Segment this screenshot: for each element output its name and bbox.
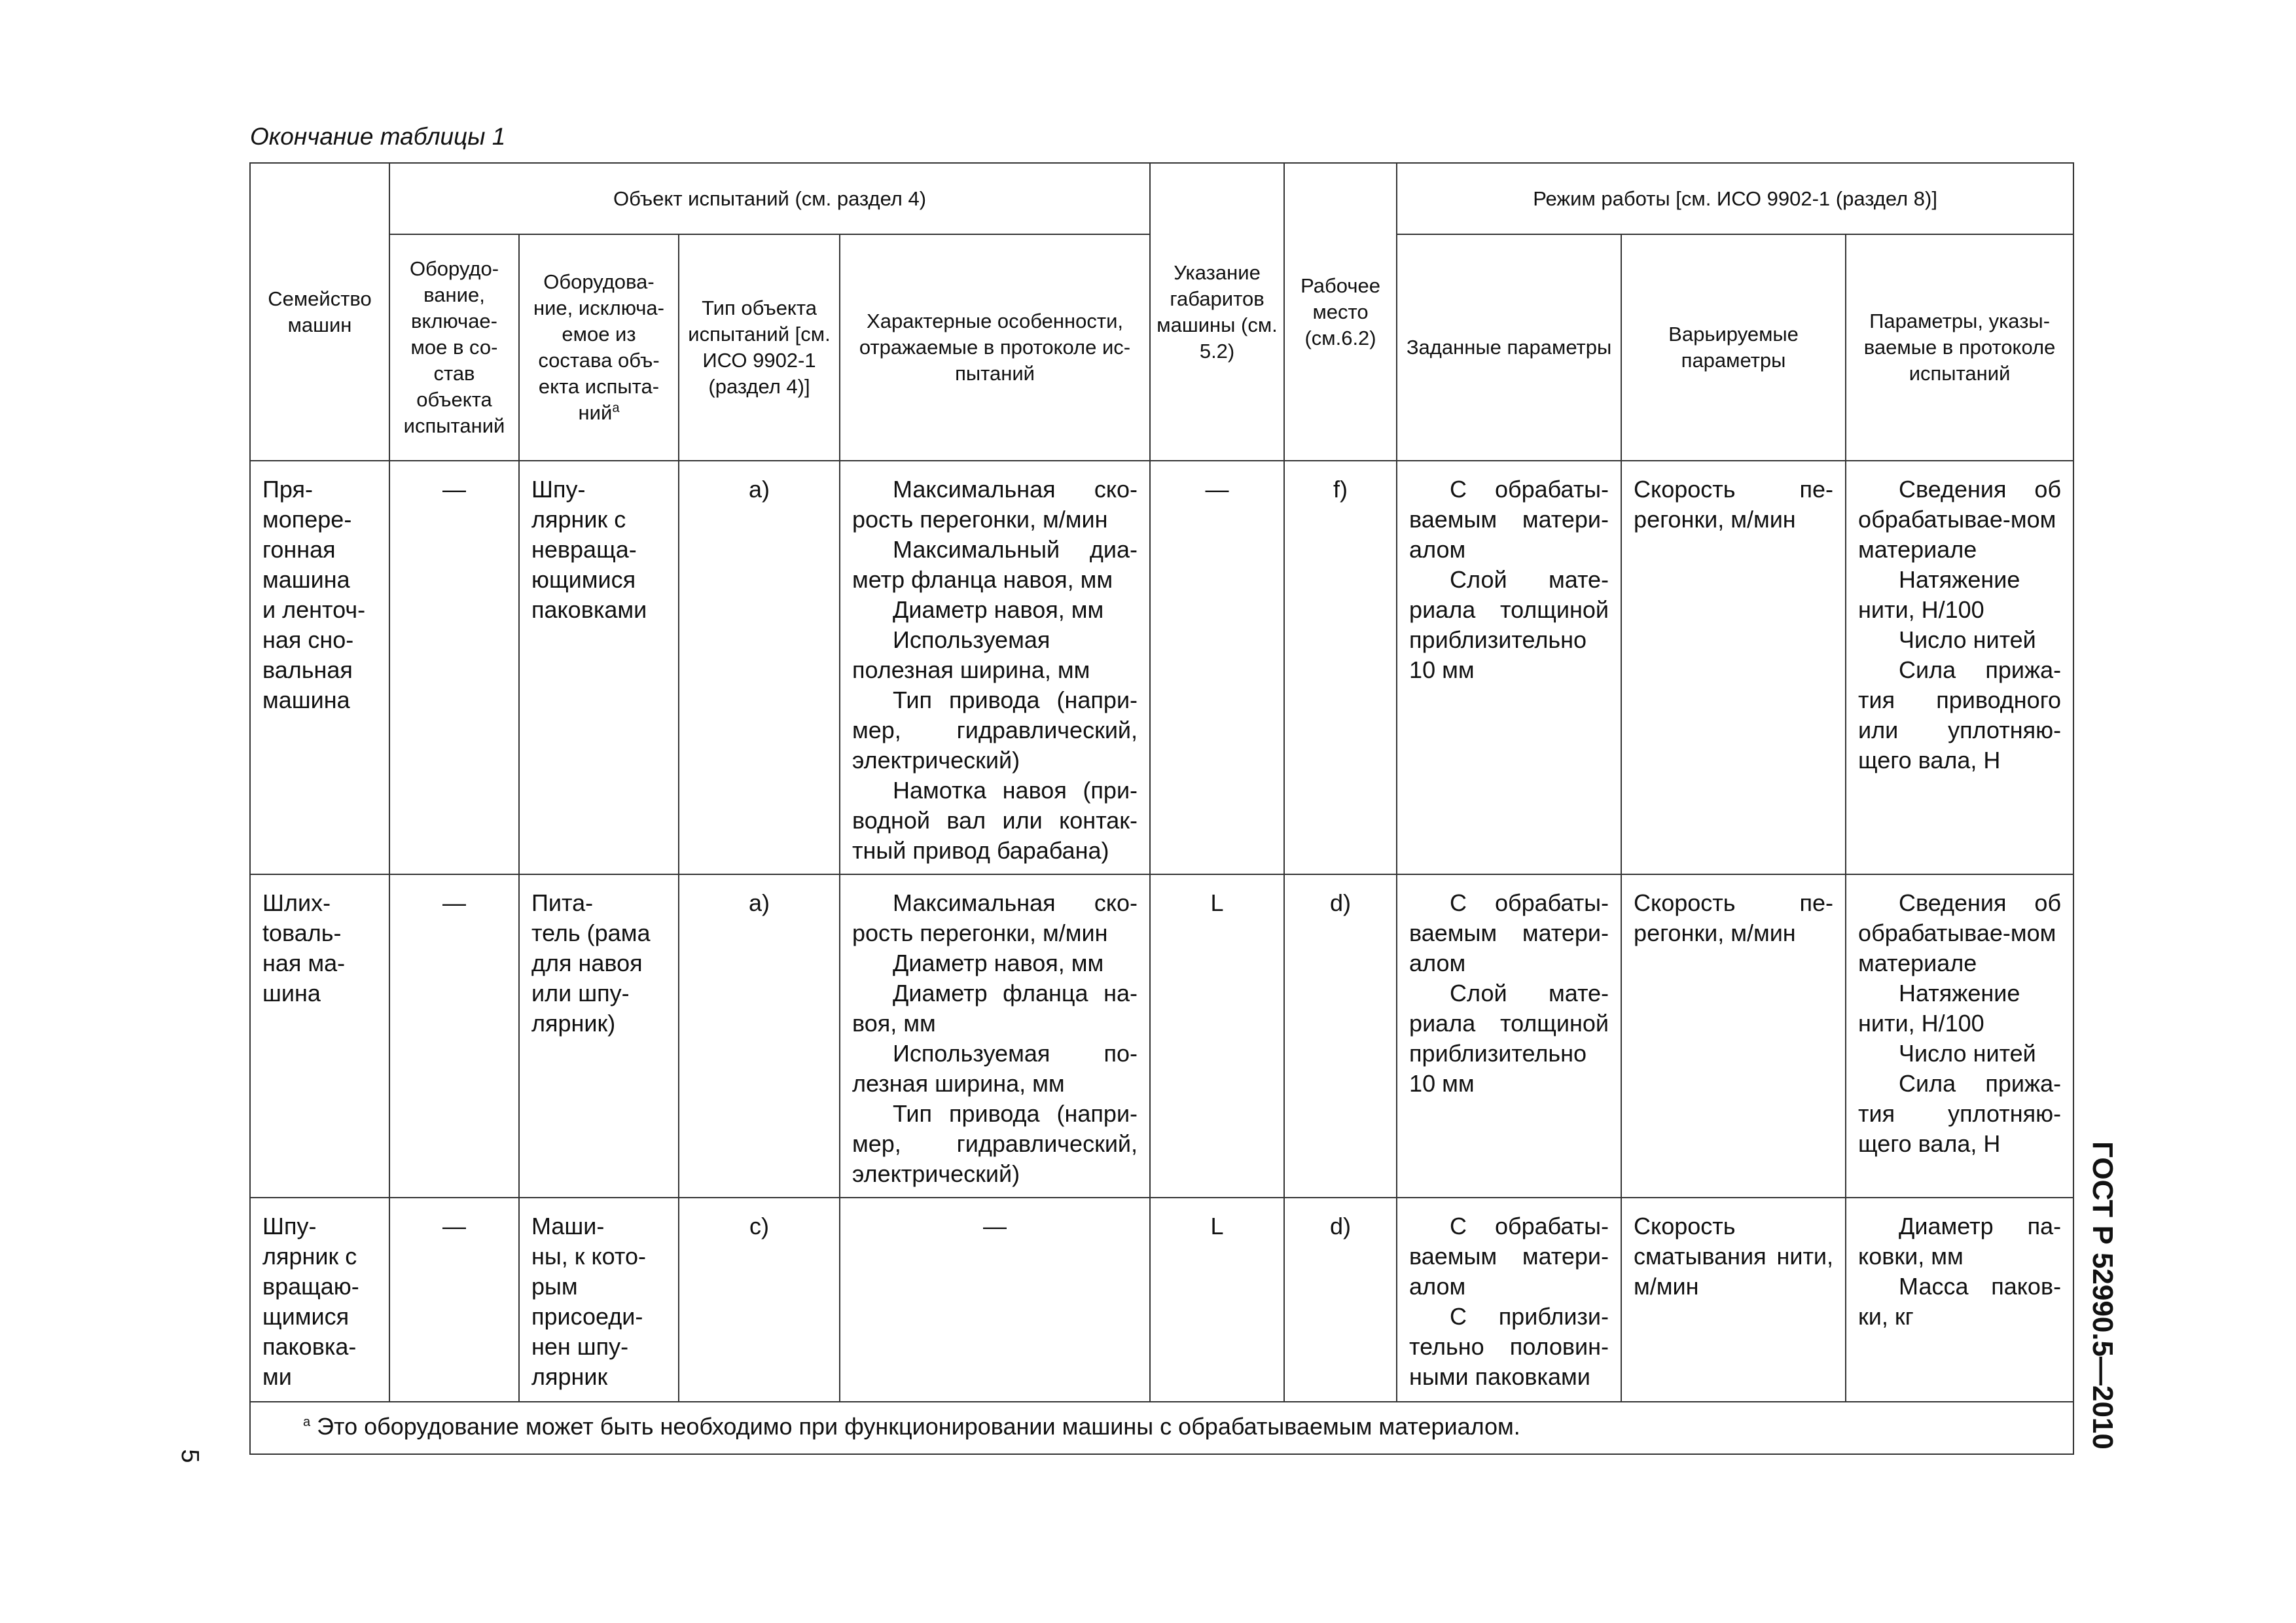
excluded-line: невраща- xyxy=(531,536,637,563)
page-number: 5 xyxy=(176,1449,204,1463)
feature-item: Максимальный диа-метр фланца навоя, мм xyxy=(852,536,1138,593)
feature-item: Тип привода (напри-мер, гидравлический, электрический) xyxy=(852,687,1138,774)
excluded-line: ющимися xyxy=(531,566,636,593)
cell-set-params xyxy=(1397,1198,1621,1402)
cell-family xyxy=(250,1198,389,1402)
cell-included: — xyxy=(389,874,519,1198)
family-line: мопере- xyxy=(262,506,352,533)
var-param-item: Скорость пе-регонки, м/мин xyxy=(1634,889,1834,946)
header-object-type: Тип объекта испытаний [см. ИСО 9902-1 (раздел 4)] xyxy=(679,234,840,461)
family-line: ная сно- xyxy=(262,626,354,653)
cell-features xyxy=(840,461,1150,874)
cell-report-params xyxy=(1846,461,2073,874)
header-mode-group: Режим работы [см. ИСО 9902-1 (раздел 8)] xyxy=(1397,163,2073,234)
family-line: Пря- xyxy=(262,476,313,503)
feature-item: Диаметр фланца на-воя, мм xyxy=(852,980,1138,1037)
cell-workplace: d) xyxy=(1284,1198,1397,1402)
excluded-line: присоеди- xyxy=(531,1303,643,1330)
header-var-params: Варьируемые параметры xyxy=(1621,234,1846,461)
table-footnote xyxy=(250,1402,2073,1454)
excluded-line: лярник xyxy=(531,1363,608,1390)
footnote-ref: a xyxy=(612,401,620,416)
header-equip-excluded-text: Оборудова-ние, исключа-емое из состава объ-екта испыта-ний xyxy=(533,270,664,424)
report-param-item: Сила прижа-тия уплотняю-щего вала, Н xyxy=(1858,1070,2062,1157)
report-param-item: Диаметр па-ковки, мм xyxy=(1858,1213,2062,1270)
family-line: и ленточ- xyxy=(262,596,366,623)
excluded-line: ны, к кото- xyxy=(531,1243,646,1270)
feature-item: Используемая полезная ширина, мм xyxy=(852,626,1090,683)
family-line: ная ма- xyxy=(262,950,346,976)
cell-included: — xyxy=(389,1198,519,1402)
family-line: вращаю- xyxy=(262,1273,359,1300)
cell-var-params xyxy=(1621,1198,1846,1402)
cell-family xyxy=(250,461,389,874)
excluded-line: Шпу- xyxy=(531,476,586,503)
cell-features xyxy=(840,874,1150,1198)
family-line: паковка- xyxy=(262,1333,357,1360)
var-param-item: Скорость пе-регонки, м/мин xyxy=(1634,476,1834,533)
header-report-params: Параметры, указы-ваемые в протоколе испытаний xyxy=(1846,234,2073,461)
family-line: машина xyxy=(262,687,350,713)
table-row xyxy=(250,461,2073,874)
header-dimensions: Указание габаритов машины (см. 5.2) xyxy=(1150,163,1284,461)
feature-item: Используемая по-лезная ширина, мм xyxy=(852,1040,1138,1097)
family-line: вальная xyxy=(262,656,353,683)
table-caption: Окончание таблицы 1 xyxy=(250,123,506,150)
cell-type: с) xyxy=(679,1198,840,1402)
header-workplace: Рабочее место (см.6.2) xyxy=(1284,163,1397,461)
excluded-line: Маши- xyxy=(531,1213,605,1240)
family-line: щимися xyxy=(262,1303,350,1330)
footnote-text: Это оборудование может быть необходимо при функционировании машины с обрабатываемым материалом. xyxy=(310,1413,1520,1440)
cell-excluded xyxy=(519,1198,679,1402)
machine-test-table xyxy=(249,162,2074,1455)
cell-workplace: f) xyxy=(1284,461,1397,874)
cell-var-params xyxy=(1621,874,1846,1198)
set-param-item: С обрабаты-ваемым матери-алом xyxy=(1409,889,1609,976)
header-set-params: Заданные параметры xyxy=(1397,234,1621,461)
cell-family xyxy=(250,874,389,1198)
cell-type: а) xyxy=(679,874,840,1198)
feature-item: Диаметр навоя, мм xyxy=(893,950,1104,976)
set-param-item: С обрабаты-ваемым матери-алом xyxy=(1409,476,1609,563)
family-line: шина xyxy=(262,980,321,1007)
family-line: гонная xyxy=(262,536,336,563)
feature-item: Максимальная ско-рость перегонки, м/мин xyxy=(852,476,1138,533)
excluded-line: Пита- xyxy=(531,889,594,916)
var-param-item: Скорость сматывания нити, м/мин xyxy=(1634,1213,1834,1300)
header-family: Семейство машин xyxy=(250,163,389,461)
report-param-item: Сила прижа-тия приводного или уплотняю-щего вала, Н xyxy=(1858,656,2062,774)
feature-item: Диаметр навоя, мм xyxy=(893,596,1104,623)
excluded-line: лярник с xyxy=(531,506,626,533)
excluded-line: лярник) xyxy=(531,1010,616,1037)
cell-var-params xyxy=(1621,461,1846,874)
report-param-item: Сведения об обрабатывае-мом материале xyxy=(1858,889,2062,976)
cell-report-params xyxy=(1846,1198,2073,1402)
cell-dimensions: L xyxy=(1150,874,1284,1198)
table-row xyxy=(250,874,2073,1198)
excluded-line: или шпу- xyxy=(531,980,630,1007)
feature-item: Намотка навоя (при-водной вал или контак-тный привод барабана) xyxy=(852,777,1138,864)
cell-dimensions: — xyxy=(1150,461,1284,874)
set-param-item: С приблизи-тельно половин-ными паковками xyxy=(1409,1303,1609,1390)
header-equip-included: Оборудо-вание, включае-мое в со-став объекта испытаний xyxy=(389,234,519,461)
header-object-group: Объект испытаний (см. раздел 4) xyxy=(389,163,1150,234)
cell-features: — xyxy=(840,1198,1150,1402)
excluded-line: рым xyxy=(531,1273,578,1300)
cell-workplace: d) xyxy=(1284,874,1397,1198)
family-line: ми xyxy=(262,1363,292,1390)
cell-set-params xyxy=(1397,461,1621,874)
set-param-item: Слой мате-риала толщиной приблизительно 10 мм xyxy=(1409,980,1609,1097)
cell-excluded xyxy=(519,461,679,874)
header-features: Характерные особенности, отражаемые в протоколе ис-пытаний xyxy=(840,234,1150,461)
family-line: toваль- xyxy=(262,919,342,946)
report-param-item: Число нитей xyxy=(1899,1040,2036,1067)
report-param-item: Сведения об обрабатывае-мом материале xyxy=(1858,476,2062,563)
footnote-mark: a xyxy=(303,1415,311,1429)
report-param-item: Масса паков-ки, кг xyxy=(1858,1273,2062,1330)
family-line: Шлих- xyxy=(262,889,331,916)
cell-excluded xyxy=(519,874,679,1198)
family-line: машина xyxy=(262,566,350,593)
header-equip-excluded xyxy=(519,234,679,461)
cell-type: а) xyxy=(679,461,840,874)
set-param-item: С обрабаты-ваемым матери-алом xyxy=(1409,1213,1609,1300)
cell-dimensions: L xyxy=(1150,1198,1284,1402)
cell-set-params xyxy=(1397,874,1621,1198)
excluded-line: паковками xyxy=(531,596,647,623)
cell-included: — xyxy=(389,461,519,874)
excluded-line: для навоя xyxy=(531,950,643,976)
family-line: лярник с xyxy=(262,1243,357,1270)
family-line: Шпу- xyxy=(262,1213,317,1240)
excluded-line: тель (рама xyxy=(531,919,651,946)
cell-report-params xyxy=(1846,874,2073,1198)
feature-item: Максимальная ско-рость перегонки, м/мин xyxy=(852,889,1138,946)
document-code: ГОСТ Р 52990.5—2010 xyxy=(2087,1141,2119,1450)
set-param-item: Слой мате-риала толщиной приблизительно 10 мм xyxy=(1409,566,1609,683)
excluded-line: нен шпу- xyxy=(531,1333,629,1360)
table-row xyxy=(250,1198,2073,1402)
report-param-item: Натяжение нити, Н/100 xyxy=(1858,980,2020,1037)
report-param-item: Число нитей xyxy=(1899,626,2036,653)
feature-item: Тип привода (напри-мер, гидравлический, электрический) xyxy=(852,1100,1138,1187)
report-param-item: Натяжение нити, Н/100 xyxy=(1858,566,2020,623)
